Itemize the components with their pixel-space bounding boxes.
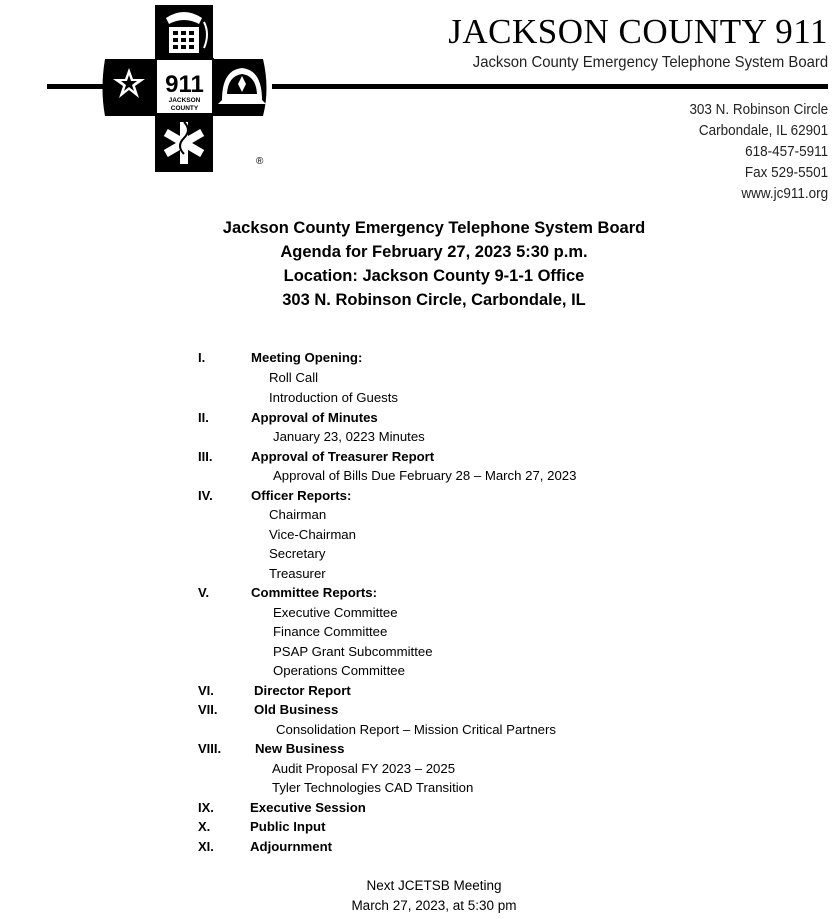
jackson-county-911-logo [96,4,278,174]
agenda-title: Approval of Minutes [251,410,378,425]
agenda-number: III. [198,449,213,464]
logo-county-line1: JACKSON [168,97,201,104]
agenda-subitem: January 23, 0223 Minutes [273,429,425,444]
agenda-subitem: Consolidation Report – Mission Critical Partners [276,722,556,737]
agenda-subitem: Treasurer [269,566,326,581]
agenda-number: XI. [198,839,214,854]
logo-county-line2: COUNTY [170,105,199,112]
agenda-title: New Business [255,741,345,756]
agenda-subitem: Roll Call [269,370,319,385]
agenda-subitem: Vice-Chairman [269,527,356,542]
org-title: JACKSON COUNTY 911 [448,12,828,51]
contact-block [679,100,828,205]
fax-number: Fax 529-5501 [744,165,828,181]
agenda-number: IV. [198,488,213,503]
address-line2: Carbondale, IL 62901 [698,123,828,139]
registered-mark: ® [256,156,264,167]
agenda-title: Public Input [250,819,326,834]
agenda-title: Meeting Opening: [251,350,363,365]
agenda-number: IX. [198,800,214,815]
logo-911-text: 911 [165,71,204,98]
agenda-subitem: Introduction of Guests [269,390,399,405]
agenda-title: Old Business [254,702,339,717]
phone-number: 618-457-5911 [745,144,828,160]
next-meeting-line1: Next JCETSB Meeting [366,878,502,893]
agenda-number: II. [198,410,209,425]
agenda-number: V. [198,585,210,600]
agenda-subitem: Executive Committee [273,605,398,620]
agenda-heading-line2: Agenda for February 27, 2023 5:30 p.m. [280,243,588,261]
agenda-title: Director Report [254,683,351,698]
agenda-title: Officer Reports: [251,488,352,503]
agenda-number: I. [198,350,206,365]
agenda-subitem: Approval of Bills Due February 28 – March 27, 2023 [273,468,577,483]
agenda-subitem: Secretary [269,546,326,561]
website-link[interactable]: www.jc911.org [741,186,828,202]
org-subtitle: Jackson County Emergency Telephone System Board [472,54,828,71]
agenda-number: VII. [198,702,218,717]
agenda-subitem: Chairman [269,507,327,522]
address-line1: 303 N. Robinson Circle [689,102,828,118]
header-rule-right [272,84,828,89]
agenda-subitem: Operations Committee [273,663,405,678]
agenda-heading-line1: Jackson County Emergency Telephone System Board [222,219,646,237]
agenda-subitem: PSAP Grant Subcommittee [273,644,433,659]
agenda-number: VI. [198,683,214,698]
agenda-subitem: Tyler Technologies CAD Transition [272,780,474,795]
agenda-subitem: Finance Committee [273,624,388,639]
next-meeting-line2: March 27, 2023, at 5:30 pm [351,898,517,913]
agenda-title: Executive Session [250,800,366,815]
agenda-heading-line4: 303 N. Robinson Circle, Carbondale, IL [282,291,586,309]
agenda-subitem: Audit Proposal FY 2023 – 2025 [272,761,456,776]
agenda-title: Adjournment [250,839,333,854]
next-meeting-note [0,876,838,916]
agenda-heading-line3: Location: Jackson County 9-1-1 Office [283,267,585,285]
agenda-title: Approval of Treasurer Report [251,449,435,464]
agenda-number: VIII. [198,741,222,756]
agenda-number: X. [198,819,211,834]
agenda-heading [0,216,838,312]
agenda-title: Committee Reports: [251,585,378,600]
